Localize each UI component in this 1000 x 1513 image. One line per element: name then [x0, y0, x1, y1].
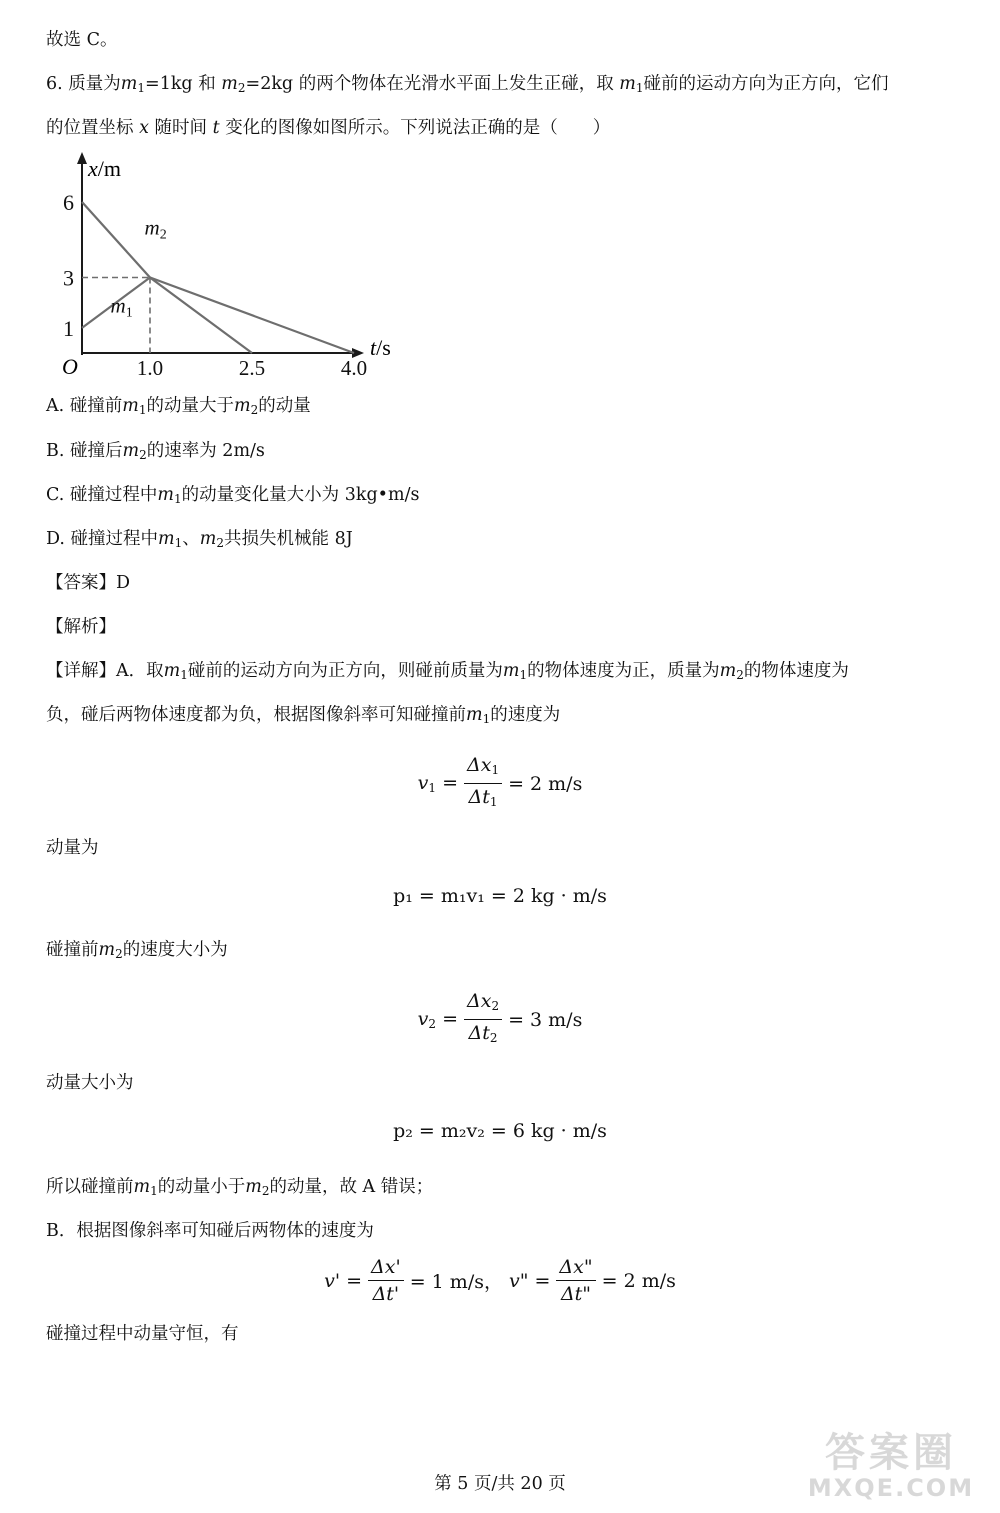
- v2-label: 碰撞前$m_2$的速度大小为: [46, 940, 228, 961]
- equation-v2: $v_2$ = $\frac{\Delta x_2}{\Delta t_2}$ = 3 m/s: [417, 990, 583, 1045]
- y-axis-arrow: [77, 152, 87, 164]
- question-line-2: 的位置坐标 x 随时间 t 变化的图像如图所示。下列说法正确的是（ ）: [46, 118, 611, 138]
- y-tick-label: 1: [63, 315, 74, 341]
- magnitude-label: 动量大小为: [46, 1073, 134, 1093]
- series-label-m2: m2: [144, 215, 167, 243]
- option-a: A. 碰撞前$m_1$的动量大于$m_2$的动量: [46, 396, 311, 417]
- y-tick-label: 3: [63, 265, 74, 291]
- page-footer: 第 5 页/共 20 页: [434, 1474, 566, 1494]
- x-axis-label: t/s: [370, 335, 391, 360]
- equation-post-velocities: v' = $\frac{\Delta x'}{\Delta t'}$ = 1 m/s， v" = $\frac{\Delta x"}{\Delta t"}$ = 2 m/s: [324, 1256, 676, 1305]
- answer-line: 【答案】D: [46, 573, 131, 593]
- position-time-chart: [46, 150, 416, 382]
- option-b: B. 碰撞后$m_2$的速率为 2m/s: [46, 441, 265, 462]
- equation-p2: p₂ = m₂v₂ = 6 kg · m/s: [393, 1120, 607, 1142]
- x-tick-label: 4.0: [340, 356, 368, 380]
- part-b-line: B．根据图像斜率可知碰后两物体的速度为: [46, 1221, 374, 1241]
- site-watermark: 答案圈 MXQE.COM: [807, 1430, 975, 1502]
- detail-line-2: 负，碰后两物体速度都为负，根据图像斜率可知碰撞前$m_1$的速度为: [46, 705, 561, 726]
- origin-label: O: [62, 354, 78, 379]
- question-number: 6.: [46, 74, 63, 94]
- series-label-m1: m1: [110, 293, 133, 321]
- x-tick-label: 1.0: [136, 356, 164, 380]
- conclusion-a: 所以碰撞前$m_1$的动量小于$m_2$的动量，故 A 错误；: [46, 1177, 434, 1198]
- equation-v1: $v_1$ = $\frac{\Delta x_1}{\Delta t_1}$ = 2 m/s: [417, 754, 583, 809]
- y-tick-label: 6: [63, 190, 74, 215]
- analysis-heading: 【解析】: [46, 617, 116, 637]
- option-c: C. 碰撞过程中$m_1$的动量变化量大小为 3kg•m/s: [46, 485, 420, 506]
- y-axis-label: x/m: [88, 156, 121, 181]
- prev-answer: 故选 C。: [46, 30, 118, 50]
- option-d: D. 碰撞过程中$m_1$、$m_2$共损失机械能 8J: [46, 529, 353, 550]
- momentum-label: 动量为: [46, 838, 99, 858]
- question-line-1: 6. 质量为$m_1=1kg$ 和 $m_2=2kg$ 的两个物体在光滑水平面上发生正碰，取 $m_1$碰前的运动方向为正方向，它们: [46, 74, 889, 95]
- equation-p1: p₁ = m₁v₁ = 2 kg · m/s: [393, 885, 607, 907]
- x-tick-label: 2.5: [238, 356, 266, 380]
- conservation-line: 碰撞过程中动量守恒，有: [46, 1324, 239, 1344]
- detail-line-1: 【详解】A．取$m_1$碰前的运动方向为正方向，则碰前质量为$m_1$的物体速度为正，质量为$m_2$的物体速度为: [46, 661, 849, 682]
